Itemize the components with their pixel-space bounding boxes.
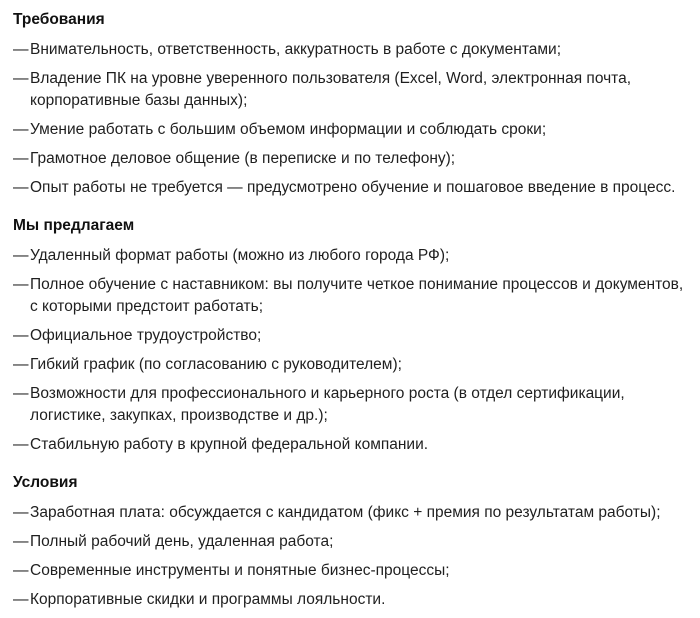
list-item bbox=[13, 148, 690, 170]
offer-list bbox=[13, 245, 690, 456]
list-item-text: Корпоративные скидки и программы лояльности. bbox=[30, 591, 386, 608]
list-item-text: Полный рабочий день, удаленная работа; bbox=[30, 533, 334, 550]
list-item-text: Полное обучение с наставником: вы получите четкое понимание процессов и документов, с которыми предстоит работать; bbox=[30, 276, 684, 315]
dash-bullet: — bbox=[13, 591, 29, 608]
list-item-text: Умение работать с большим объемом информации и соблюдать сроки; bbox=[30, 121, 547, 138]
list-item bbox=[13, 354, 690, 376]
dash-bullet: — bbox=[13, 436, 29, 453]
dash-bullet: — bbox=[13, 562, 29, 579]
section-offer bbox=[13, 216, 690, 456]
list-item bbox=[13, 39, 690, 61]
dash-bullet: — bbox=[13, 179, 29, 196]
dash-bullet: — bbox=[13, 121, 29, 138]
list-item-text: Удаленный формат работы (можно из любого города РФ); bbox=[30, 247, 450, 264]
section-title-offer: Мы предлагаем bbox=[13, 217, 135, 234]
list-item-text: Гибкий график (по согласованию с руководителем); bbox=[30, 356, 402, 373]
list-item-text: Современные инструменты и понятные бизнес-процессы; bbox=[30, 562, 450, 579]
dash-bullet: — bbox=[13, 70, 29, 87]
dash-bullet: — bbox=[13, 504, 29, 521]
dash-bullet: — bbox=[13, 533, 29, 550]
dash-bullet: — bbox=[13, 247, 29, 264]
section-title-requirements: Требования bbox=[13, 11, 105, 28]
section-title-conditions: Условия bbox=[13, 474, 78, 491]
list-item-text: Заработная плата: обсуждается с кандидатом (фикс + премия по результатам работы); bbox=[30, 504, 661, 521]
list-item bbox=[13, 177, 690, 199]
list-item bbox=[13, 502, 690, 524]
list-item-text: Грамотное деловое общение (в переписке и по телефону); bbox=[30, 150, 456, 167]
list-item-text: Опыт работы не требуется — предусмотрено обучение и пошаговое введение в процесс. bbox=[30, 179, 676, 196]
dash-bullet: — bbox=[13, 356, 29, 373]
dash-bullet: — bbox=[13, 41, 29, 58]
list-item-text: Владение ПК на уровне уверенного пользователя (Excel, Word, электронная почта, корпоративные базы данных); bbox=[30, 70, 632, 109]
list-item-text: Стабильную работу в крупной федеральной компании. bbox=[30, 436, 429, 453]
list-item-text: Возможности для профессионального и карьерного роста (в отдел сертификации, логистике, закупках, производстве и др.); bbox=[30, 385, 625, 424]
dash-bullet: — bbox=[13, 150, 29, 167]
list-item bbox=[13, 119, 690, 141]
list-item bbox=[13, 245, 690, 267]
list-item bbox=[13, 434, 690, 456]
section-requirements bbox=[13, 10, 690, 199]
conditions-list bbox=[13, 502, 690, 611]
list-item bbox=[13, 68, 690, 112]
list-item bbox=[13, 325, 690, 347]
dash-bullet: — bbox=[13, 385, 29, 402]
dash-bullet: — bbox=[13, 276, 29, 293]
list-item-text: Внимательность, ответственность, аккуратность в работе с документами; bbox=[30, 41, 562, 58]
list-item bbox=[13, 531, 690, 553]
requirements-list bbox=[13, 39, 690, 199]
section-conditions bbox=[13, 473, 690, 611]
list-item bbox=[13, 560, 690, 582]
list-item bbox=[13, 383, 690, 427]
list-item-text: Официальное трудоустройство; bbox=[30, 327, 262, 344]
dash-bullet: — bbox=[13, 327, 29, 344]
list-item bbox=[13, 274, 690, 318]
list-item bbox=[13, 589, 690, 611]
